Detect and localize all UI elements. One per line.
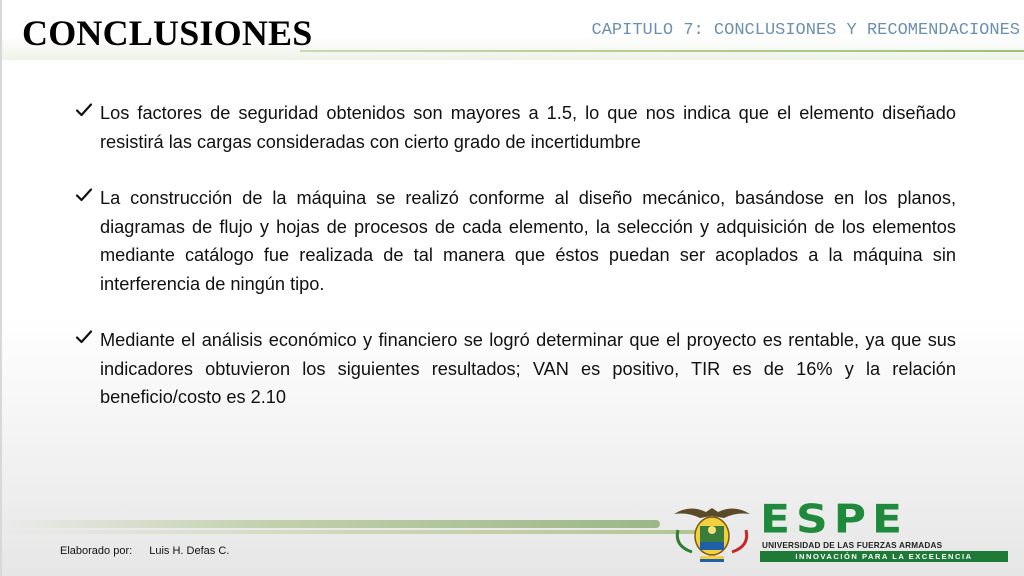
list-item-text: Mediante el análisis económico y financiero se logró determinar que el proyecto es rentable, ya que sus indicadores obtuvieron los siguientes resultados; VAN es positivo, TIR es de 16% y la relación beneficio/costo es 2.10 [100,330,956,407]
footer-credit [60,545,243,557]
list-item [74,99,956,156]
list-item [74,184,956,298]
checkmark-icon [74,100,94,120]
conclusions-list [74,99,956,440]
checkmark-icon [74,327,94,347]
footer-credit-label: Elaborado por: [60,545,133,557]
footer-credit-author: Luis H. Defas C. [149,545,230,557]
logo-university-name: UNIVERSIDAD DE LAS FUERZAS ARMADAS [762,541,943,550]
checkmark-icon [74,185,94,205]
list-item-text: La construcción de la máquina se realizó conforme al diseño mecánico, basándose en los planos, diagramas de flujo y hojas de procesos de cada elemento, la selección y adquisición de los elementos mediante catálogo fue realizada de tal manera que éstos puedan ser acoplados a la máquina sin interferencia de ningún tipo. [100,188,956,294]
footer-decor-stripe [0,520,660,528]
chapter-heading: CAPITULO 7: CONCLUSIONES Y RECOMENDACIONES [591,21,1020,40]
list-item [74,326,956,412]
page-title: CONCLUSIONES [22,13,313,53]
slide-left-edge [0,0,2,576]
espe-logo [760,496,1010,566]
logo-wordmark: ESPE [760,496,909,543]
list-item-text: Los factores de seguridad obtenidos son mayores a 1.5, lo que nos indica que el elemento diseñado resistirá las cargas consideradas con cierto grado de incertidumbre [100,103,956,152]
coat-of-arms-icon [670,500,754,566]
footer-decor-stripe [0,530,700,534]
logo-motto: INNOVACIÓN PARA LA EXCELENCIA [760,551,1008,562]
header-divider [300,50,1024,52]
